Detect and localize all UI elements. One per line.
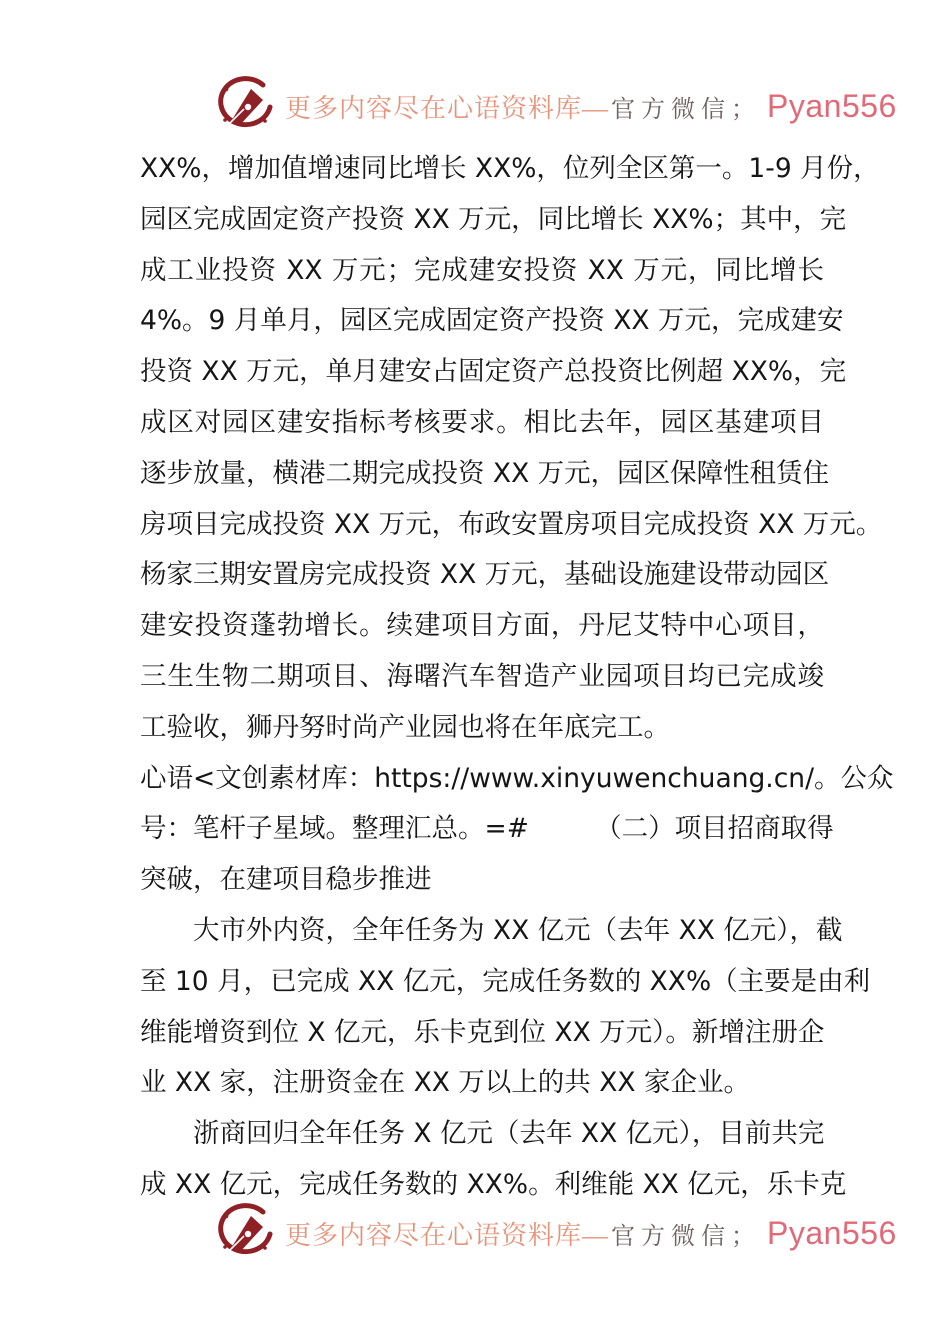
- watermark-channel-label: 官方微信；: [611, 1223, 762, 1250]
- text-line: 业 XX 家，注册资金在 XX 万以上的共 XX 家企业。: [140, 1067, 750, 1099]
- text-line: 工验收，狮丹努时尚产业园也将在年底完工。: [140, 711, 670, 743]
- text-line: 三生生物二期项目、海曙汽车智造产业园项目均已完成竣: [140, 660, 824, 692]
- paragraph: [140, 1109, 847, 1211]
- text-line: 号：笔杆子星域。整理汇总。=# （二）项目招商取得: [140, 813, 834, 845]
- text-line: 心语<文创素材库：https://www.xinyuwenchuang.cn/。公众: [140, 762, 894, 794]
- text-line: 至 10 月，已完成 XX 亿元，完成任务数的 XX%（主要是由利: [140, 965, 871, 997]
- document-body: [140, 144, 894, 1211]
- watermark-wechat-id: Pyan556: [767, 87, 897, 124]
- watermark-wechat-id: Pyan556: [767, 1214, 897, 1251]
- text-line: 维能增资到位 X 亿元，乐卡克到位 XX 万元）。新增注册企: [140, 1016, 825, 1048]
- watermark-channel-label: 官方微信；: [611, 96, 762, 123]
- footer-watermark: [213, 1203, 897, 1263]
- text-line: 大市外内资，全年任务为 XX 亿元（去年 XX 亿元），截: [140, 914, 843, 946]
- text-line: 房项目完成投资 XX 万元，布政安置房项目完成投资 XX 万元。: [140, 508, 883, 540]
- watermark-brand-text: 更多内容尽在心语资料库—: [285, 1220, 610, 1250]
- text-line: 逐步放量，横港二期完成投资 XX 万元，园区保障性租赁住: [140, 457, 830, 489]
- paragraph: [140, 144, 883, 754]
- pen-seal-logo-icon: [213, 1203, 277, 1263]
- text-line: 4%。9 月单月，园区完成固定资产投资 XX 万元，完成建安: [140, 305, 844, 337]
- text-line: 投资 XX 万元，单月建安占固定资产总投资比例超 XX%，完: [140, 356, 847, 388]
- text-line: 成工业投资 XX 万元；完成建安投资 XX 万元，同比增长: [140, 254, 824, 286]
- text-line: 建安投资蓬勃增长。续建项目方面，丹尼艾特中心项目，: [140, 610, 824, 642]
- header-watermark: [213, 76, 897, 136]
- paragraph: [140, 754, 894, 906]
- text-line: 园区完成固定资产投资 XX 万元，同比增长 XX%；其中，完: [140, 203, 847, 235]
- text-line: 浙商回归全年任务 X 亿元（去年 XX 亿元），目前共完: [140, 1118, 825, 1150]
- text-line: 杨家三期安置房完成投资 XX 万元，基础设施建设带动园区: [140, 559, 830, 591]
- text-line: 成区对园区建安指标考核要求。相比去年，园区基建项目: [140, 406, 824, 438]
- text-line: 突破，在建项目稳步推进: [140, 864, 432, 896]
- pen-seal-logo-icon: [213, 76, 277, 136]
- watermark-brand-text: 更多内容尽在心语资料库—: [285, 93, 610, 123]
- text-line: XX%，增加值增速同比增长 XX%，位列全区第一。1-9 月份，: [140, 153, 880, 184]
- paragraph: [140, 906, 871, 1109]
- text-line: 成 XX 亿元，完成任务数的 XX%。利维能 XX 亿元，乐卡克: [140, 1168, 847, 1200]
